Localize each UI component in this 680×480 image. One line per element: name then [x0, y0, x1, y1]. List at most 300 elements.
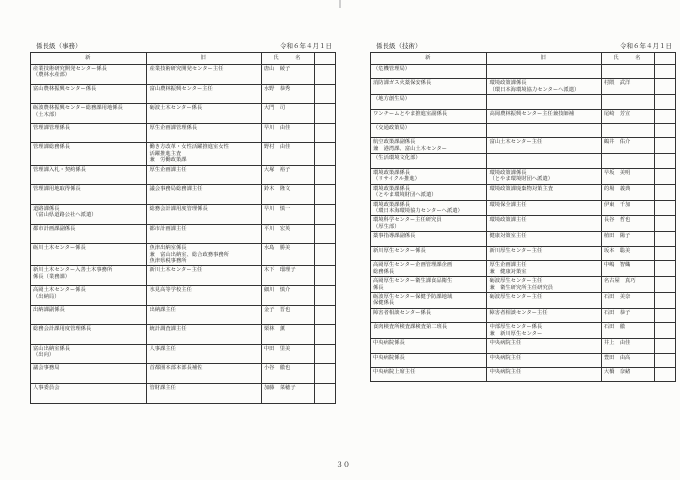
old-position-line: 環境保全課主任	[489, 201, 527, 208]
cell-new-position	[31, 65, 147, 85]
cell-person-name	[601, 154, 654, 168]
cell-old-position	[487, 261, 601, 277]
new-position-line: 高岡土木センター係長	[33, 287, 86, 294]
old-position-line: 氷見高等学校主任	[149, 287, 192, 294]
old-position-line: 総務会計課用度管理係長	[149, 205, 208, 212]
new-position-line: 保健係長	[373, 300, 395, 307]
new-position-line: 消防課ガス火薬保安係長	[373, 80, 432, 87]
old-position-line: 管財課主任	[149, 385, 176, 392]
cell-new-position	[31, 123, 147, 143]
cell-person-name: 水野 恭秀	[261, 84, 314, 104]
new-position-line: 新川厚生センター係長	[373, 247, 426, 254]
new-position-line: （出向）	[33, 352, 55, 359]
old-position-line: 統計調査課主任	[149, 326, 187, 333]
cell-old-position	[147, 65, 261, 85]
column-header-old: 旧	[487, 53, 601, 65]
cell-note	[654, 154, 675, 168]
cell-note	[314, 123, 335, 143]
column-header-name: 氏 名	[601, 53, 654, 65]
left-page-title: 係長級（事務）	[36, 42, 82, 50]
cell-person-name	[601, 65, 654, 79]
left-page-header	[30, 38, 336, 52]
cell-person-name: 尾崎 芳宣	[601, 109, 654, 123]
cell-note	[314, 224, 335, 244]
right-page-title: 係長級（技術）	[376, 42, 422, 50]
old-position-line: 新川土木センター主任	[149, 267, 203, 274]
new-position-line: 総務係長	[373, 268, 395, 275]
old-position-line: 人事課主任	[149, 345, 176, 352]
cell-person-name: 大橋 奈緒	[601, 367, 654, 381]
left-page-date: 令和６年４月１日	[280, 42, 332, 50]
cell-note	[314, 266, 335, 286]
cell-person-name: 村隈 武洋	[601, 79, 654, 95]
new-position-line: 高岡厚生センター企画管理課企画	[373, 262, 453, 269]
table-row	[371, 308, 676, 322]
cell-new-position	[31, 165, 147, 185]
cell-note	[654, 261, 675, 277]
new-position-line: 食肉検査所検査課検査第二班長	[373, 324, 448, 331]
table-header-row	[31, 53, 336, 65]
old-position-line: 富山土木センター主任	[489, 139, 543, 146]
new-position-line: 中央病院係長	[373, 340, 405, 347]
cell-new-position	[371, 323, 487, 339]
old-position-line: 環境政策課係長	[489, 80, 527, 87]
cell-old-position	[147, 204, 261, 224]
new-position-line: 総務会計課用度管理係長	[33, 326, 92, 333]
old-position-line: 中央病院主任	[489, 368, 522, 375]
new-position-line: 環境政策課係長	[373, 169, 411, 176]
cell-old-position	[487, 168, 601, 184]
table-row	[31, 384, 336, 404]
cell-note	[314, 143, 335, 165]
new-position-line: （土木部）	[33, 111, 60, 118]
old-position-line: 富山農林振興センター主任	[149, 85, 213, 92]
cell-note	[654, 323, 675, 339]
table-row	[371, 292, 676, 308]
binding-mark-top	[339, 0, 341, 8]
old-position-line: 働き方改革・女性活躍推進室女性	[149, 144, 229, 151]
cell-old-position	[147, 185, 261, 205]
cell-person-name	[601, 124, 654, 138]
cell-person-name: 大塚 裕子	[261, 165, 314, 185]
old-position-line: 障害者相談センター主任	[489, 309, 548, 316]
new-position-line: 管理課管理係長	[33, 124, 71, 131]
cell-new-position	[31, 84, 147, 104]
new-position-line: 砺波厚生センター保健予防課地域	[373, 293, 453, 300]
old-position-line: 産業技術研究開発センター主任	[149, 66, 224, 72]
cell-new-position	[371, 124, 487, 138]
new-position-line: 係長	[373, 284, 384, 291]
table-row	[371, 323, 676, 339]
new-position-line: 管理課入札・契約係長	[33, 166, 86, 173]
cell-old-position	[147, 305, 261, 325]
new-position-line: 中央病院係長	[373, 354, 405, 361]
old-position-line: 厚生企画課主任	[489, 262, 527, 269]
cell-note	[314, 344, 335, 364]
cell-new-position	[31, 364, 147, 384]
cell-new-position	[31, 344, 147, 364]
new-position-line: （地方創生局）	[373, 96, 411, 103]
cell-note	[314, 325, 335, 345]
cell-new-position	[371, 65, 487, 79]
cell-old-position	[147, 344, 261, 364]
table-row	[31, 65, 336, 85]
old-position-line: （環日本海環境協力センターへ派遣）	[489, 86, 580, 93]
new-position-line: 砺波農林振興センター総務課用地係長	[33, 105, 123, 112]
table-row	[371, 367, 676, 381]
cell-old-position	[487, 277, 601, 293]
cell-note	[314, 65, 335, 85]
cell-new-position	[31, 384, 147, 404]
old-position-line: 魚津県税事務所	[149, 258, 187, 265]
old-position-line: 中央病院主任	[489, 354, 522, 361]
table-row	[371, 124, 676, 138]
cell-person-name: 伊東 千加	[601, 200, 654, 216]
cell-person-name: 鈴木 隆文	[261, 185, 314, 205]
old-position-line: 砺波土木センター係長	[149, 105, 203, 112]
cell-person-name: 中田 里美	[261, 344, 314, 364]
cell-person-name: 長谷 哲也	[601, 216, 654, 232]
cell-note	[654, 109, 675, 123]
table-row	[31, 286, 336, 306]
old-position-line: 議会事務局総務課主任	[149, 186, 203, 193]
table-row	[371, 154, 676, 168]
table-row	[31, 325, 336, 345]
cell-note	[314, 84, 335, 104]
cell-new-position	[371, 109, 487, 123]
new-position-line: 環境政策課係長	[373, 185, 411, 192]
new-position-line: ワンチームとやま推進室副係長	[373, 110, 448, 117]
table-row	[31, 104, 336, 124]
cell-person-name: 坂本 聡美	[601, 246, 654, 260]
cell-person-name: 井上 由佳	[601, 339, 654, 353]
table-row	[31, 204, 336, 224]
cell-person-name: 早坂 美明	[601, 168, 654, 184]
cell-note	[654, 216, 675, 232]
old-position-line: 兼 健康対策室	[489, 268, 527, 275]
cell-person-name: 名古屋 真巧	[601, 277, 654, 293]
table-row	[371, 277, 676, 293]
table-row	[31, 244, 336, 266]
table-row	[31, 266, 336, 286]
new-position-line: 富山出納室係長	[33, 345, 71, 352]
new-position-line: 富山農林振興センター係長	[33, 85, 97, 92]
table-row	[371, 79, 676, 95]
cell-note	[654, 168, 675, 184]
cell-old-position	[487, 323, 601, 339]
cell-new-position	[371, 79, 487, 95]
new-position-line: 産業技術研究開発センター係長	[33, 66, 107, 72]
cell-note	[314, 244, 335, 266]
cell-note	[654, 79, 675, 95]
old-position-line: 厚生企画課管理係長	[149, 124, 198, 131]
cell-new-position	[31, 185, 147, 205]
new-position-line: 兼 港湾課、富山土木センター	[373, 145, 447, 152]
cell-note	[654, 277, 675, 293]
table-row	[31, 185, 336, 205]
old-position-line: 新川厚生センター主任	[489, 247, 543, 254]
cell-old-position	[487, 200, 601, 216]
cell-new-position	[31, 204, 147, 224]
cell-old-position	[147, 104, 261, 124]
cell-new-position	[371, 367, 487, 381]
table-row	[31, 165, 336, 185]
new-position-line: （交通政策局）	[373, 125, 411, 132]
cell-person-name: 野村 由佳	[261, 143, 314, 165]
cell-old-position	[487, 65, 601, 79]
old-position-line: 環境政策課廃棄物対策主査	[489, 185, 554, 192]
cell-old-position	[487, 138, 601, 154]
cell-note	[314, 204, 335, 224]
new-position-line: 環境政策課係長	[373, 201, 411, 208]
left-table-body	[31, 65, 336, 404]
table-row	[31, 344, 336, 364]
cell-old-position	[147, 84, 261, 104]
cell-new-position	[371, 184, 487, 200]
cell-new-position	[31, 266, 147, 286]
cell-old-position	[147, 123, 261, 143]
table-row	[371, 200, 676, 216]
table-row	[371, 184, 676, 200]
table-row	[31, 143, 336, 165]
cell-new-position	[371, 261, 487, 277]
cell-new-position	[371, 216, 487, 232]
new-position-line: 砺川土木センター係長	[33, 245, 86, 252]
cell-new-position	[371, 308, 487, 322]
cell-new-position	[31, 224, 147, 244]
new-position-line: 障害者相談センター係長	[373, 309, 432, 316]
new-position-line: （リサイクル推進）	[373, 176, 420, 183]
old-position-line: 中部厚生センター係長	[489, 324, 543, 331]
cell-person-name: 豊田 由高	[601, 353, 654, 367]
cell-new-position	[371, 154, 487, 168]
table-row	[31, 84, 336, 104]
new-position-line: （生活環境文化部）	[373, 155, 421, 162]
new-position-line: （環日本海環境協力センターへ派遣）	[373, 208, 463, 215]
cell-old-position	[487, 109, 601, 123]
table-row	[371, 353, 676, 367]
right-page	[370, 38, 676, 382]
cell-new-position	[371, 353, 487, 367]
cell-new-position	[371, 246, 487, 260]
old-position-line: 出納課主任	[149, 306, 176, 313]
new-position-line: 出納課副係長	[33, 306, 65, 313]
old-position-line: 砺波厚生センター主任	[489, 278, 543, 285]
old-position-line: 活躍推進主査	[149, 150, 182, 157]
new-position-line: 管理課総務係長	[33, 144, 71, 151]
table-header-row	[371, 53, 676, 65]
table-row	[31, 305, 336, 325]
cell-old-position	[487, 232, 601, 246]
cell-old-position	[147, 266, 261, 286]
new-position-line: 人事委員会	[33, 385, 60, 392]
new-position-line: 中央病院上席主任	[373, 368, 416, 375]
right-page-header	[370, 38, 676, 52]
cell-old-position	[487, 292, 601, 308]
cell-note	[654, 339, 675, 353]
cell-note	[654, 138, 675, 154]
cell-note	[654, 367, 675, 381]
table-row	[371, 168, 676, 184]
cell-new-position	[371, 95, 487, 109]
cell-new-position	[371, 138, 487, 154]
cell-old-position	[487, 339, 601, 353]
cell-person-name: 細川 慎介	[261, 286, 314, 306]
cell-new-position	[371, 168, 487, 184]
table-row	[371, 138, 676, 154]
cell-note	[314, 364, 335, 384]
right-table-body	[371, 65, 676, 382]
cell-person-name: 平川 宏英	[261, 224, 314, 244]
cell-person-name: 石田 恭子	[601, 308, 654, 322]
cell-old-position	[147, 143, 261, 165]
new-position-line: 高岡厚生センター衛生課食品衛生	[373, 278, 453, 285]
right-page-date: 令和６年４月１日	[620, 42, 672, 50]
cell-note	[654, 184, 675, 200]
cell-person-name: 植田 陽子	[601, 232, 654, 246]
column-header-old: 旧	[147, 53, 261, 65]
cell-note	[654, 124, 675, 138]
cell-old-position	[147, 325, 261, 345]
cell-note	[314, 384, 335, 404]
cell-new-position	[371, 232, 487, 246]
cell-note	[654, 308, 675, 322]
new-position-line: 道路課係長	[33, 205, 60, 212]
new-position-line: （農林水産部）	[33, 72, 71, 79]
cell-new-position	[31, 244, 147, 266]
cell-note	[654, 292, 675, 308]
new-position-line: （出納局）	[33, 293, 60, 300]
cell-person-name: 的場 義典	[601, 184, 654, 200]
cell-note	[314, 185, 335, 205]
old-position-line: 高岡農林振興センター主任兼技師補	[489, 110, 575, 117]
new-position-line: 係長（業務課）	[33, 273, 71, 280]
new-position-line: （とやま環境財団へ派遣）	[373, 192, 437, 199]
cell-note	[654, 232, 675, 246]
cell-old-position	[487, 353, 601, 367]
old-position-line: 兼 富山出納室、総合政務事務所	[149, 251, 229, 258]
cell-old-position	[487, 308, 601, 322]
cell-old-position	[487, 95, 601, 109]
cell-new-position	[31, 104, 147, 124]
new-position-line: （厚生部）	[373, 223, 400, 230]
cell-old-position	[147, 364, 261, 384]
old-position-line: 環境政策課主任	[489, 217, 527, 224]
column-header-note	[654, 53, 675, 65]
new-position-line: 議会事務局	[33, 365, 60, 372]
right-personnel-table	[370, 52, 676, 382]
new-position-line: 航空政策課副係長	[373, 139, 416, 146]
table-row	[371, 232, 676, 246]
page-number: ３０	[336, 461, 350, 469]
cell-person-name: 加藤 菜穂子	[261, 384, 314, 404]
cell-note	[314, 165, 335, 185]
column-header-new: 新	[31, 53, 147, 65]
cell-person-name: 中嶋 智織	[601, 261, 654, 277]
cell-old-position	[147, 244, 261, 266]
table-row	[371, 95, 676, 109]
cell-person-name: 石田 美奈	[601, 292, 654, 308]
cell-new-position	[31, 305, 147, 325]
cell-person-name: 栗林 薫	[261, 325, 314, 345]
left-page	[30, 38, 336, 404]
cell-old-position	[487, 124, 601, 138]
cell-person-name: 大門 司	[261, 104, 314, 124]
cell-old-position	[147, 224, 261, 244]
cell-note	[314, 104, 335, 124]
old-position-line: （とやま環境財団へ派遣）	[489, 176, 554, 183]
old-position-line: 兼 労働政策課	[149, 157, 187, 164]
cell-note	[654, 246, 675, 260]
cell-old-position	[147, 165, 261, 185]
table-row	[31, 224, 336, 244]
cell-person-name: 早川 慎一	[261, 204, 314, 224]
new-position-line: 管理課用地取得係長	[33, 186, 81, 193]
cell-new-position	[371, 200, 487, 216]
cell-note	[654, 95, 675, 109]
table-row	[371, 246, 676, 260]
old-position-line: 首都圏本部本部長補佐	[149, 365, 203, 372]
cell-new-position	[31, 143, 147, 165]
table-row	[371, 216, 676, 232]
old-position-line: 兼 衛生研究所主任研究員	[489, 284, 554, 291]
cell-new-position	[371, 277, 487, 293]
table-row	[31, 364, 336, 384]
new-position-line: （危機管理局）	[373, 66, 411, 72]
old-position-line: 厚生企画課主任	[149, 166, 187, 173]
cell-person-name: 早川 由佳	[261, 123, 314, 143]
cell-old-position	[487, 367, 601, 381]
cell-old-position	[487, 184, 601, 200]
new-position-line: 都市計画課副係長	[33, 225, 76, 232]
cell-person-name: 小谷 徹也	[261, 364, 314, 384]
cell-note	[314, 305, 335, 325]
table-row	[31, 123, 336, 143]
cell-person-name: 水島 勝美	[261, 244, 314, 266]
cell-person-name: 木下 瑠理子	[261, 266, 314, 286]
cell-note	[314, 286, 335, 306]
table-row	[371, 109, 676, 123]
old-position-line: 環境政策課係長	[489, 169, 527, 176]
cell-person-name	[601, 95, 654, 109]
cell-new-position	[31, 286, 147, 306]
cell-person-name: 唐山 綾子	[261, 65, 314, 85]
old-position-line: 健康対策室主任	[489, 233, 527, 240]
column-header-new: 新	[371, 53, 487, 65]
old-position-line: 砺波厚生センター主任	[489, 293, 543, 300]
table-row	[371, 65, 676, 79]
new-position-line: 環境科学センター主任研究員	[373, 217, 442, 224]
cell-person-name: 鶴井 佑介	[601, 138, 654, 154]
cell-new-position	[371, 292, 487, 308]
cell-new-position	[371, 339, 487, 353]
table-row	[371, 261, 676, 277]
cell-new-position	[31, 325, 147, 345]
old-position-line: 兼 新川厚生センター	[489, 330, 543, 337]
old-position-line: 中央病院主任	[489, 340, 522, 347]
new-position-line: 薬事指導課副係長	[373, 233, 416, 240]
new-position-line: （富山県道路公社へ派遣）	[33, 212, 97, 219]
cell-old-position	[147, 286, 261, 306]
cell-old-position	[487, 79, 601, 95]
column-header-note	[314, 53, 335, 65]
left-personnel-table	[30, 52, 336, 404]
table-row	[371, 339, 676, 353]
cell-person-name: 金子 晋也	[261, 305, 314, 325]
cell-old-position	[147, 384, 261, 404]
column-header-name: 氏 名	[261, 53, 314, 65]
cell-old-position	[487, 216, 601, 232]
